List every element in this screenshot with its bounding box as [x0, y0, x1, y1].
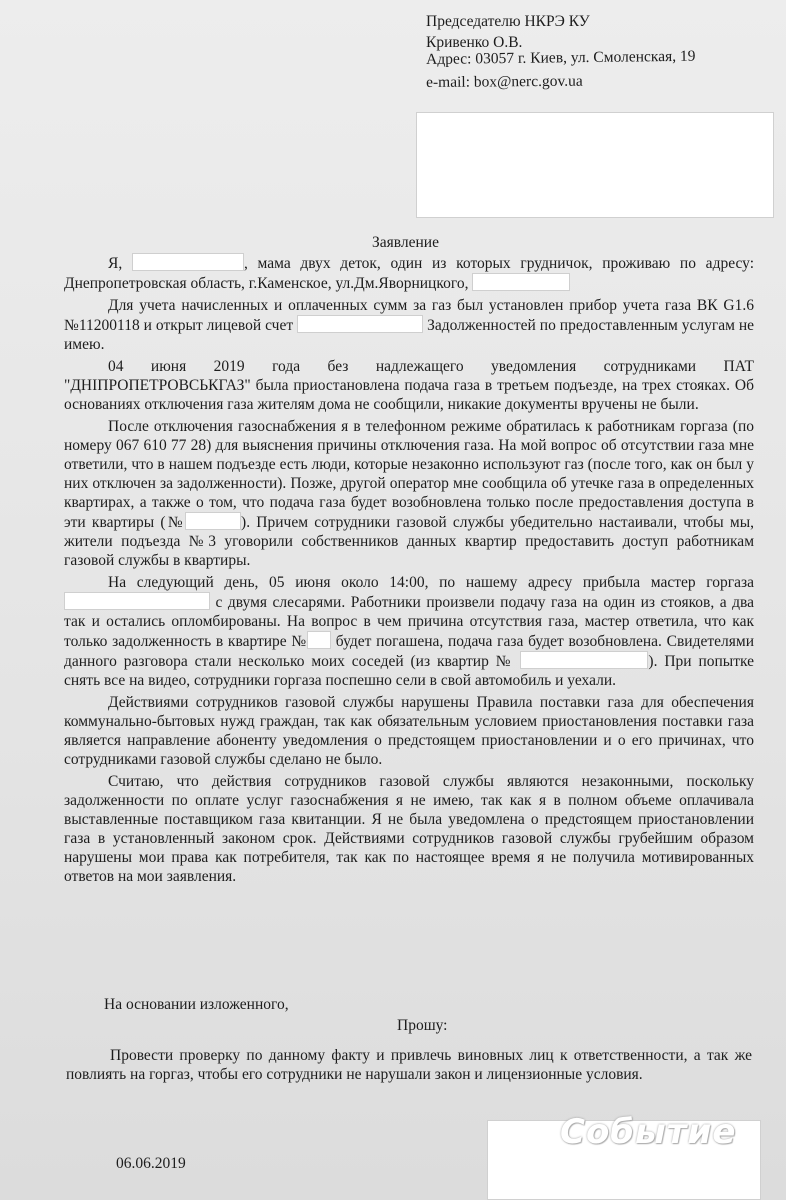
paragraph-6: Действиями сотрудников газовой службы нарушены Правила поставки газа для обеспечения коммунально-бытовых нужд граждан, так как обязательным условием приостановления поставки газа является направление абоненту уведомления о предстоящем приостановлении и о его причинах, что сотрудниками газовой службы сделано не было.: [64, 694, 754, 768]
redacted-apartment-numbers: [185, 512, 241, 530]
document-body: [64, 253, 754, 889]
paragraph-4: После отключения газоснабжения я в телефонном режиме обратилась к работникам горгаза (по номеру 067 610 77 28) для выяснения причины отключения газа. На мой вопрос об отсутствии газа мне ответили, что в нашем подъезде есть люди, которые незаконно используют газ (после того, как он был у них отключен за задолженности). Позже, другой оператор мне сообщила об утечке газа в определенных квартирах, а также о том, что подача газа будет возобновлена только после предоставления доступа в эти квартиры (№ ). Причем сотрудники газовой службы убедительно настаивали, чтобы мы, жители подъезда №3 уговорили собственников данных квартир предоставить доступ работникам газовой службы в квартиры.: [64, 418, 754, 569]
request-heading: Прошу:: [397, 1017, 448, 1034]
redacted-master-name: [64, 592, 210, 610]
paragraph-3: 04 июня 2019 года без надлежащего уведомления сотрудниками ПАТ "ДНІПРОПЕТРОВСЬКГАЗ" была приостановлена подача газа в третьем подъезде, на трех стояках. Об основаниях отключения газа жителям дома не сообщили, никакие документы вручены не были.: [64, 358, 754, 413]
redacted-sender-block: [416, 112, 774, 218]
addressee-line-1: Председателю НКРЭ КУ: [426, 13, 590, 30]
redacted-debtor-apartment: [307, 631, 331, 649]
paragraph-5: На следующий день, 05 июня около 14:00, по нашему адресу прибыла мастер горгаза с двумя слесарями. Работники произвели подачу газа на один из стояков, а два так и остались опломбированы. На вопрос в чем причина отсутствия газа, мастер ответила, что как только задолженность в квартире № будет погашена, подача газа будет возобновлена. Свидетелями данного разговора стали несколько моих соседей (из квартир № ). При попытке снять все на видео, сотрудники горгаза поспешно сели в свой автомобиль и уехали.: [64, 574, 755, 689]
basis-line: На основании изложенного,: [104, 996, 289, 1013]
request-text: Провести проверку по данному факту и привлечь виновных лиц к ответственности, а так же повлиять на горгаз, чтобы его сотрудники не нарушали закон и лицензионные условия.: [66, 1047, 752, 1083]
redacted-name: [132, 253, 244, 271]
addressee-line-2: Кривенко О.В.: [426, 34, 523, 51]
paragraph-7: Считаю, что действия сотрудников газовой службы являются незаконными, поскольку задолженности по оплате услуг газоснабжения я не имею, так как я в полном объеме оплачивала выставленные поставщиком газа квитанции. Я не была уведомлена о предстоящем приостановлении газа в установленный законом срок. Действиями сотрудников газовой службы грубейшим образом нарушены мои права как потребителя, так как по настоящее время я не получила мотивированных ответов на мои заявления.: [64, 773, 754, 885]
redacted-house-number: [472, 273, 570, 291]
paragraph-1: Я, , мама двух деток, один из которых грудничок, проживаю по адресу: Днепропетровская область, г.Каменское, ул.Дм.Яворницкого,: [64, 255, 754, 292]
document-date: 06.06.2019: [116, 1155, 186, 1172]
document-title: Заявление: [372, 234, 439, 251]
addressee-email: e-mail: box@nerc.gov.ua: [426, 72, 583, 91]
redacted-witness-apartments: [520, 651, 648, 669]
watermark-logo: Событие: [560, 1112, 737, 1152]
paragraph-2: Для учета начисленных и оплаченных сумм за газ был установлен прибор учета газа ВК G1.6 №11200118 и открыт лицевой счет Задолженностей по предоставленным услугам не имею.: [64, 297, 755, 353]
request-text-block: [66, 1046, 752, 1087]
addressee-address: Адрес: 03057 г. Киев, ул. Смоленская, 19: [426, 47, 696, 68]
redacted-account-number: [297, 315, 423, 333]
